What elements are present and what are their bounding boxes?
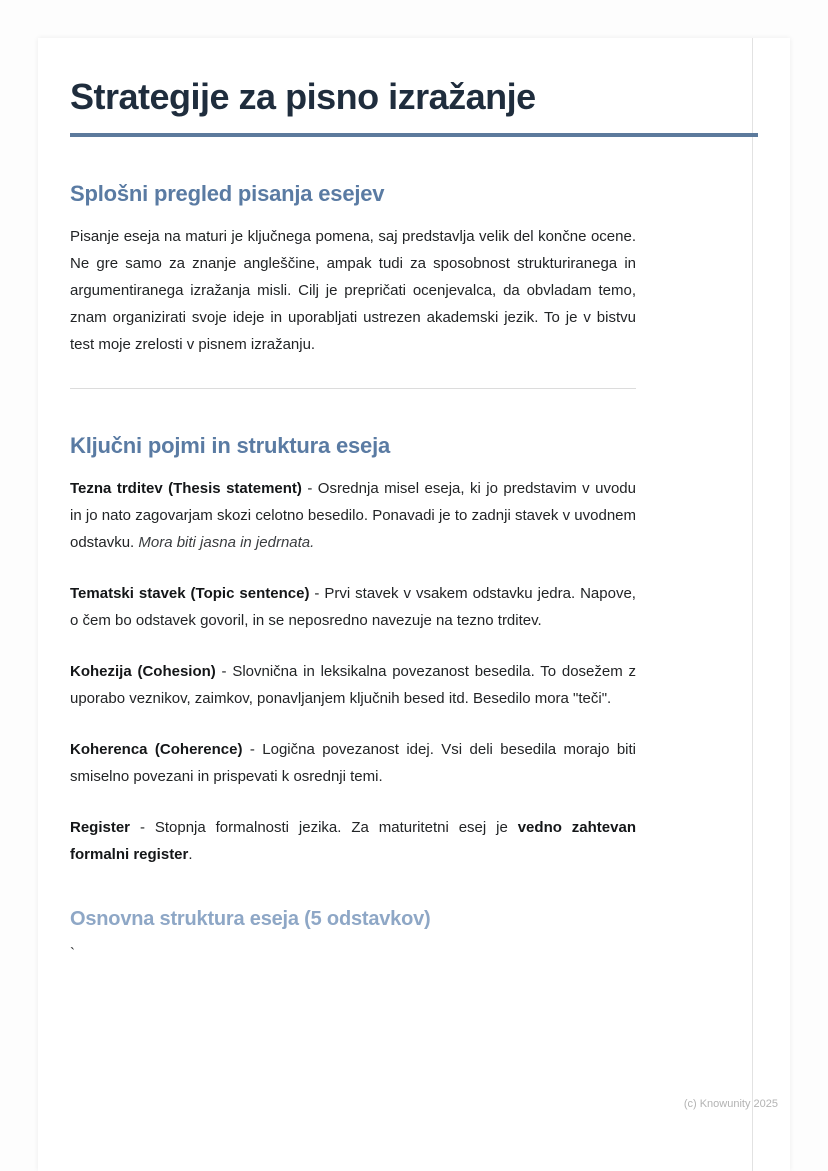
subheading-essay-structure: Osnovna struktura eseja (5 odstavkov)	[70, 908, 431, 931]
term-lead: Koherenca (Coherence)	[70, 741, 243, 759]
term-register	[70, 814, 636, 868]
term-topic-sentence	[70, 580, 636, 634]
stray-backtick: `	[70, 945, 75, 963]
section-divider	[70, 388, 636, 389]
document-content	[38, 38, 790, 962]
page-title: Strategije za pisno izražanje	[70, 76, 536, 117]
term-text: - Logična povezanost idej. Vsi deli besedila morajo biti smiselno povezani in prispevati k osrednji temi.	[70, 741, 636, 786]
term-lead: Register	[70, 819, 131, 837]
term-italic-note: Mora biti jasna in jedrnata.	[138, 534, 315, 552]
document-page	[38, 38, 790, 1171]
term-thesis-statement	[70, 475, 636, 556]
term-text: - Slovnična in leksikalna povezanost besedila. To dosežem z uporabo veznikov, zaimkov, ponavljanjem ključnih besed itd. Besedilo mora "teči".	[70, 663, 636, 708]
footer-credit: (c) Knowunity 2025	[683, 1098, 778, 1110]
title-rule	[70, 133, 758, 137]
term-text: - Osrednja misel eseja, ki jo predstavim v uvodu in jo nato zagovarjam skozi celotno besedilo. Ponavadi je to zadnji stavek v uvodnem odstavku.	[70, 480, 636, 552]
text-column	[70, 181, 636, 962]
section-heading-overview: Splošni pregled pisanja esejev	[70, 181, 385, 207]
term-text: - Prvi stavek v vsakem odstavku jedra. Napove, o čem bo odstavek govoril, in se neposredno navezuje na tezno trditev.	[70, 585, 636, 630]
term-lead: Tematski stavek (Topic sentence)	[70, 585, 310, 603]
term-lead: Kohezija (Cohesion)	[70, 663, 216, 681]
term-cohesion	[70, 658, 636, 712]
term-lead: Tezna trditev (Thesis statement)	[70, 480, 302, 498]
overview-paragraph: Pisanje eseja na maturi je ključnega pomena, saj predstavlja velik del končne ocene. Ne gre samo za znanje angleščine, ampak tudi za sposobnost strukturiranega in argumentiranega izražanja misli. Cilj je prepričati ocenjevalca, da obvladam temo, znam organizirati svoje ideje in uporabljati ustrezen akademski jezik. To je v bistvu test moje zrelosti v pisnem izražanju.	[70, 228, 636, 354]
section-heading-key-terms: Ključni pojmi in struktura eseja	[70, 433, 391, 459]
term-end: .	[188, 846, 193, 864]
term-coherence	[70, 736, 636, 790]
term-text: - Stopnja formalnosti jezika. Za maturitetni esej je	[130, 819, 518, 837]
term-bold-tail: vedno zahtevan formalni register	[70, 819, 636, 864]
